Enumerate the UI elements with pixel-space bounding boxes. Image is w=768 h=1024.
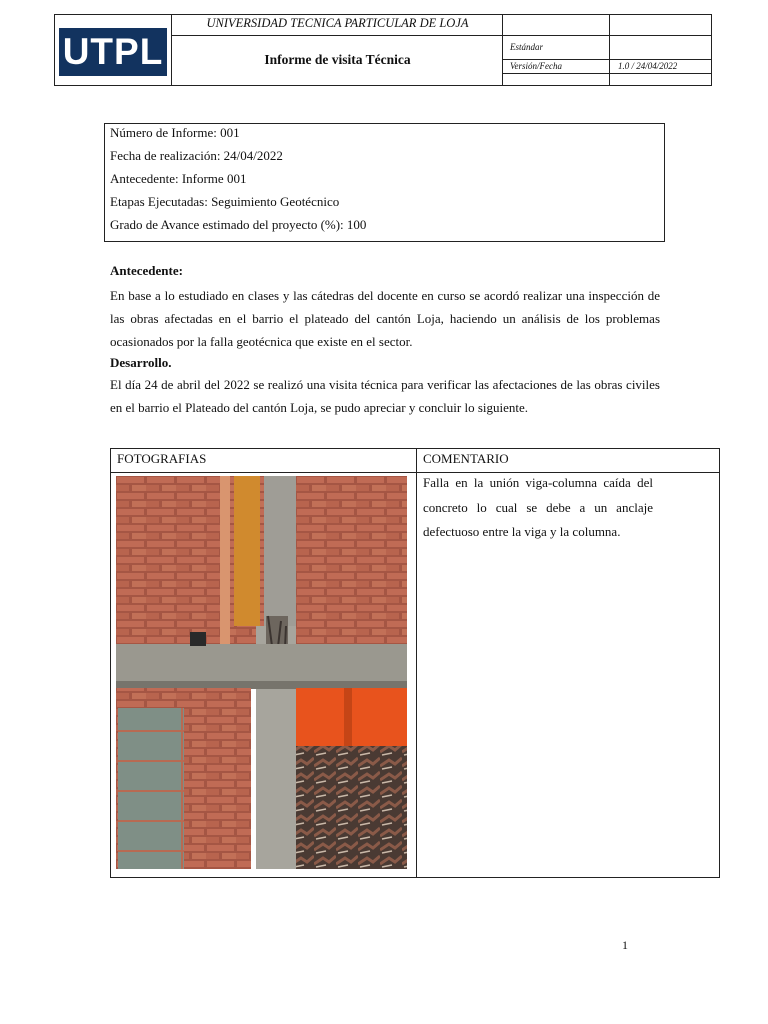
document-header [54, 14, 712, 86]
executed-stages: Etapas Ejecutadas: Seguimiento Geotécnico [110, 194, 340, 209]
development-paragraph: El día 24 de abril del 2022 se realizó una visita técnica para verificar las afectaciones de las obras civiles en el barrio el Plateado del cantón Loja, se pudo apreciar y concluir lo siguiente. [110, 377, 660, 415]
project-progress: Grado de Avance estimado del proyecto (%): 100 [110, 217, 367, 232]
document-title: Informe de visita Técnica [264, 52, 411, 67]
report-number: Número de Informe: 001 [110, 125, 240, 140]
standard-label: Estándar [510, 42, 544, 52]
university-name: UNIVERSIDAD TECNICA PARTICULAR DE LOJA [206, 16, 469, 30]
photo-comment: Falla en la unión viga-columna caída del concreto lo cual se debe a un anclaje defectuoso entre la viga y la columna. [423, 475, 653, 539]
divider [502, 73, 711, 74]
divider [171, 35, 711, 36]
development-heading: Desarrollo. [110, 355, 172, 370]
utpl-logo [59, 28, 167, 76]
site-photo [116, 476, 407, 869]
report-antecedent: Antecedente: Informe 001 [110, 171, 247, 186]
page-number: 1 [622, 938, 628, 952]
photo-comment-table [110, 448, 720, 878]
logo-text: UTPL [62, 31, 164, 72]
divider [416, 449, 417, 877]
photos-column-header: FOTOGRAFIAS [117, 451, 207, 466]
report-info-box [104, 123, 665, 242]
damaged-beam-column-photo [116, 476, 407, 869]
divider [502, 59, 711, 60]
antecedent-heading: Antecedente: [110, 263, 183, 278]
divider [609, 15, 610, 85]
comment-column-header: COMENTARIO [423, 451, 509, 466]
antecedent-paragraph: En base a lo estudiado en clases y las cátedras del docente en curso se acordó realizar una inspección de las obras afectadas en el barrio el plateado del cantón Loja, haciendo un análisis de los problemas ocasionados por la falla geotécnica que existe en el sector. [110, 288, 660, 349]
report-date: Fecha de realización: 24/04/2022 [110, 148, 283, 163]
version-label: Versión/Fecha [510, 61, 562, 71]
antecedent-section [110, 263, 660, 419]
version-value: 1.0 / 24/04/2022 [618, 61, 678, 71]
